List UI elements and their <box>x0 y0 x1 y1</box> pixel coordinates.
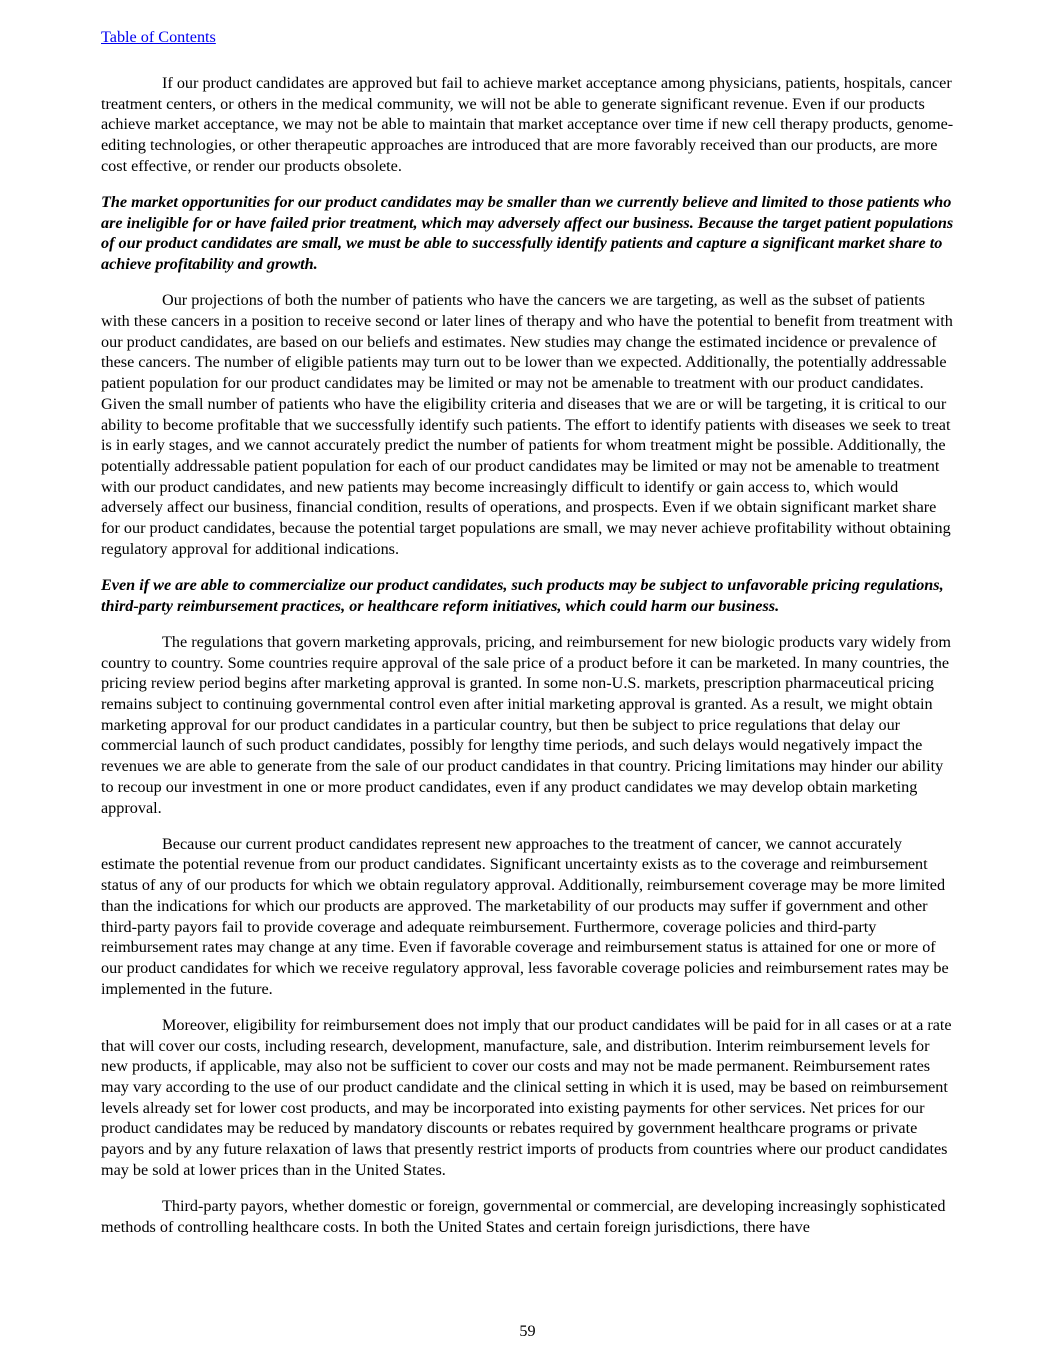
risk-heading-pricing-regulations: Even if we are able to commercialize our product candidates, such products may be subject to unfavorable pricing regulations, third-party reimbursement practices, or healthcare reform initiatives, which could harm our business. <box>101 575 944 615</box>
paragraph-revenue-estimation: Because our current product candidates represent new approaches to the treatment of cancer, we cannot accurately estimate the potential revenue from our product candidates. Significant uncertainty exists as to the coverage and reimbursement status of any of our products for which we obtain regulatory approval. Additionally, reimbursement coverage may be more limited than the indications for which our products are approved. The marketability of our products may suffer if government and other third-party payors fail to provide coverage and adequate reimbursement. Furthermore, coverage policies and third-party reimbursement rates may change at any time. Even if favorable coverage and reimbursement status is attained for one or more of our product candidates for which we receive regulatory approval, less favorable coverage policies and reimbursement rates may be implemented in the future. <box>101 834 949 998</box>
paragraph-market-acceptance: If our product candidates are approved but fail to achieve market acceptance among physicians, patients, hospitals, cancer treatment centers, or others in the medical community, we will not be able to generate significant revenue. Even if our products achieve market acceptance, we may not be able to maintain that market acceptance over time if new cell therapy products, genome-editing technologies, or other therapeutic approaches are introduced that are more favorably received than our products, are more cost effective, or render our products obsolete. <box>101 74 954 175</box>
page-number: 59 <box>519 1322 536 1340</box>
paragraph-pricing-regulations: The regulations that govern marketing approvals, pricing, and reimbursement for new biologic products vary widely from country to country. Some countries require approval of the sale price of a product before it can be marketed. In many countries, the pricing review period begins after marketing approval is granted. In some non-U.S. markets, prescription pharmaceutical pricing remains subject to continuing governmental control even after initial marketing approval is granted. As a result, we might obtain marketing approval for our product candidates in a particular country, but then be subject to price regulations that delay our commercial launch of such product candidates, possibly for lengthy time periods, and such delays would negatively impact the revenues we are able to generate from the sale of our product candidates in that country. Pricing limitations may hinder our ability to recoup our investment in one or more product candidates, even if any product candidates we may develop obtain marketing approval. <box>101 632 951 817</box>
table-of-contents-link[interactable]: Table of Contents <box>101 28 216 46</box>
paragraph-third-party-payors: Third-party payors, whether domestic or foreign, governmental or commercial, are developing increasingly sophisticated methods of controlling healthcare costs. In both the United States and certain foreign jurisdictions, there have <box>101 1196 946 1236</box>
document-body <box>101 73 955 1253</box>
risk-heading-market-opportunities: The market opportunities for our product candidates may be smaller than we currently believe and limited to those patients who are ineligible for or have failed prior treatment, which may adversely affect our business. Because the target patient populations of our product candidates are small, we must be able to successfully identify patients and capture a significant market share to achieve profitability and growth. <box>101 193 954 274</box>
paragraph-reimbursement-eligibility: Moreover, eligibility for reimbursement does not imply that our product candidates will be paid for in all cases or at a rate that will cover our costs, including research, development, manufacture, sale, and distribution. Interim reimbursement levels for new products, if applicable, may also not be sufficient to cover our costs and may not be made permanent. Reimbursement rates may vary according to the use of our product candidate and the clinical setting in which it is used, may be based on reimbursement levels already set for lower cost products, and may be incorporated into existing payments for other services. Net prices for our product candidates may be reduced by mandatory discounts or rebates required by government healthcare programs or private payors and by any future relaxation of laws that presently restrict imports of products from countries where our product candidates may be sold at lower prices than in the United States. <box>101 1015 952 1179</box>
paragraph-patient-projections: Our projections of both the number of patients who have the cancers we are targeting, as well as the subset of patients with these cancers in a position to receive second or later lines of therapy and who have the potential to benefit from treatment with our product candidates, are based on our beliefs and estimates. New studies may change the estimated incidence or prevalence of these cancers. The number of eligible patients may turn out to be lower than we expected. Additionally, the potentially addressable patient population for our product candidates may be limited or may not be amenable to treatment with our product candidates. Given the small number of patients who have the eligibility criteria and diseases that we are or will be targeting, it is critical to our ability to become profitable that we successfully identify such patients. The effort to identify patients with diseases we seek to treat is in early stages, and we cannot accurately predict the number of patients for whom treatment might be possible. Additionally, the potentially addressable patient population for each of our product candidates may be limited or may not be amenable to treatment with our product candidates, and new patients may become increasingly difficult to identify or gain access to, which would adversely affect our business, financial condition, results of operations, and prospects. Even if we obtain significant market share for our product candidates, because the potential target populations are small, we may never achieve profitability without obtaining regulatory approval for additional indications. <box>101 291 953 558</box>
